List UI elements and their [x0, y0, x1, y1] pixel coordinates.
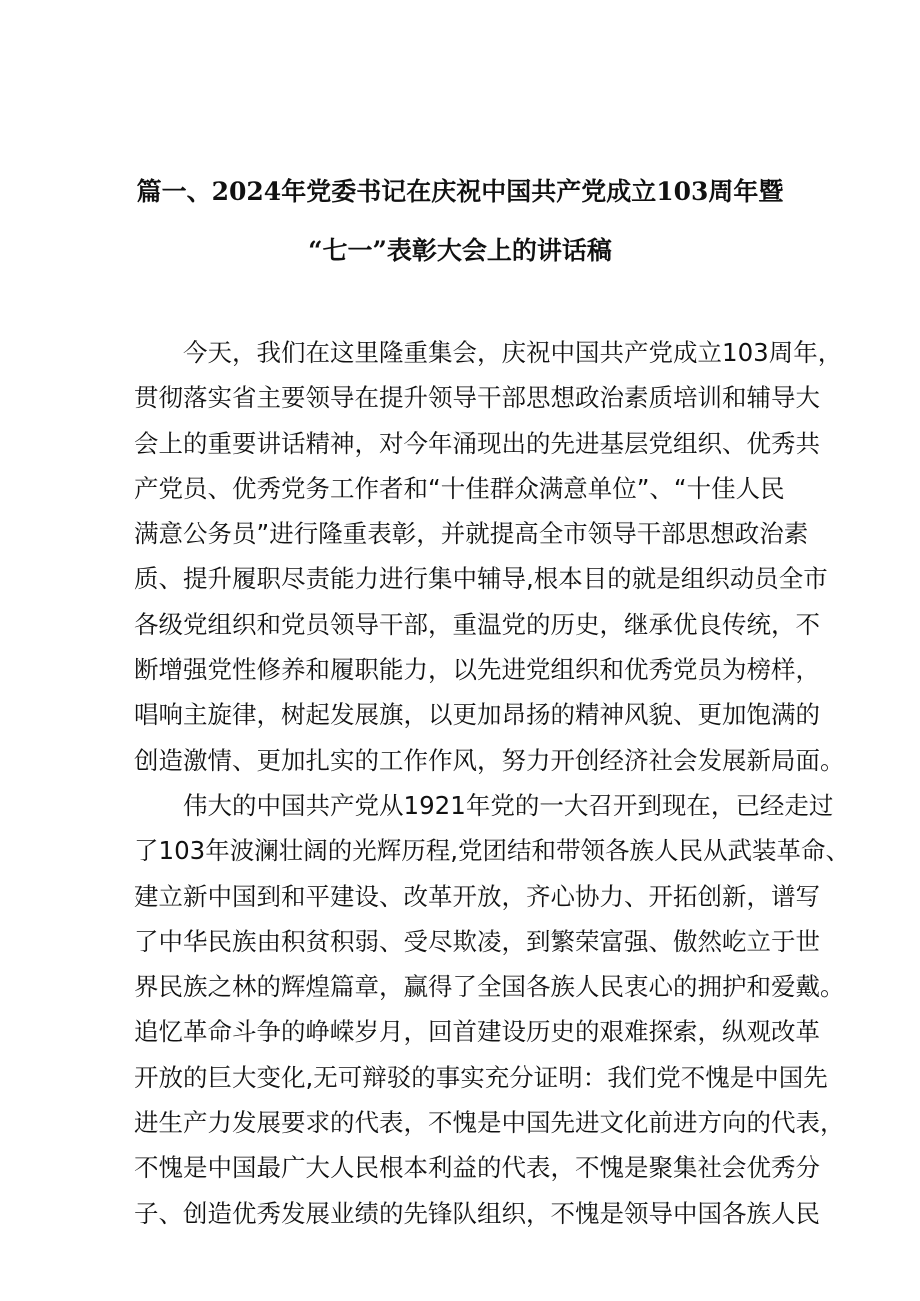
paragraph-line: 追忆革命斗争的峥嵘岁月，回首建设历史的艰难探索，纵观改革: [134, 1017, 820, 1047]
document-title-line-1: 篇一、2024年党委书记在庆祝中国共产党成立103周年暨: [136, 177, 784, 206]
paragraph-line: 断增强党性修养和履职能力，以先进党组织和优秀党员为榜样，: [134, 655, 820, 685]
paragraph-line: 建立新中国到和平建设、改革开放，齐心协力、开拓创新，谱写: [134, 881, 820, 911]
paragraph-line: 界民族之林的辉煌篇章，赢得了全国各族人民衷心的拥护和爱戴。: [134, 972, 845, 1002]
paragraph-line: 了中华民族由积贫积弱、受尽欺凌，到繁荣富强、傲然屹立于世: [134, 926, 820, 956]
paragraph-line: 了103年波澜壮阔的光辉历程,党团结和带领各族人民从武装革命、: [134, 836, 851, 866]
paragraph-line: 会上的重要讲话精神，对今年涌现出的先进基层党组织、优秀共: [134, 428, 820, 458]
paragraph-line: 进生产力发展要求的代表，不愧是中国先进文化前进方向的代表，: [134, 1108, 845, 1138]
paragraph-line: 开放的巨大变化,无可辩驳的事实充分证明：我们党不愧是中国先: [134, 1062, 828, 1092]
paragraph-line: 贯彻落实省主要领导在提升领导干部思想政治素质培训和辅导大: [134, 383, 820, 413]
paragraph-line: 满意公务员”进行隆重表彰，并就提高全市领导干部思想政治素: [134, 519, 809, 549]
document-body: [134, 330, 851, 1236]
paragraph-line: 质、提升履职尽责能力进行集中辅导,根本目的就是组织动员全市: [134, 564, 828, 594]
paragraph-line: 今天，我们在这里隆重集会，庆祝中国共产党成立103周年，: [183, 338, 843, 367]
paragraph-line: 创造激情、更加扎实的工作作风，努力开创经济社会发展新局面。: [134, 745, 845, 775]
paragraph-line: 产党员、优秀党务工作者和“十佳群众满意单位”、“十佳人民: [134, 473, 785, 503]
document-title-line-2: “七一”表彰大会上的讲话稿: [308, 236, 612, 265]
paragraph-line: 唱响主旋律，树起发展旗，以更加昂扬的精神风貌、更加饱满的: [134, 700, 820, 730]
paragraph-line: 不愧是中国最广大人民根本利益的代表，不愧是聚集社会优秀分: [134, 1153, 820, 1183]
paragraph-line: 各级党组织和党员领导干部，重温党的历史，继承优良传统，不: [134, 609, 820, 639]
paragraph-line: 伟大的中国共产党从1921年党的一大召开到现在，已经走过: [183, 790, 834, 820]
paragraph-line: 子、创造优秀发展业绩的先锋队组织，不愧是领导中国各族人民: [134, 1198, 820, 1228]
